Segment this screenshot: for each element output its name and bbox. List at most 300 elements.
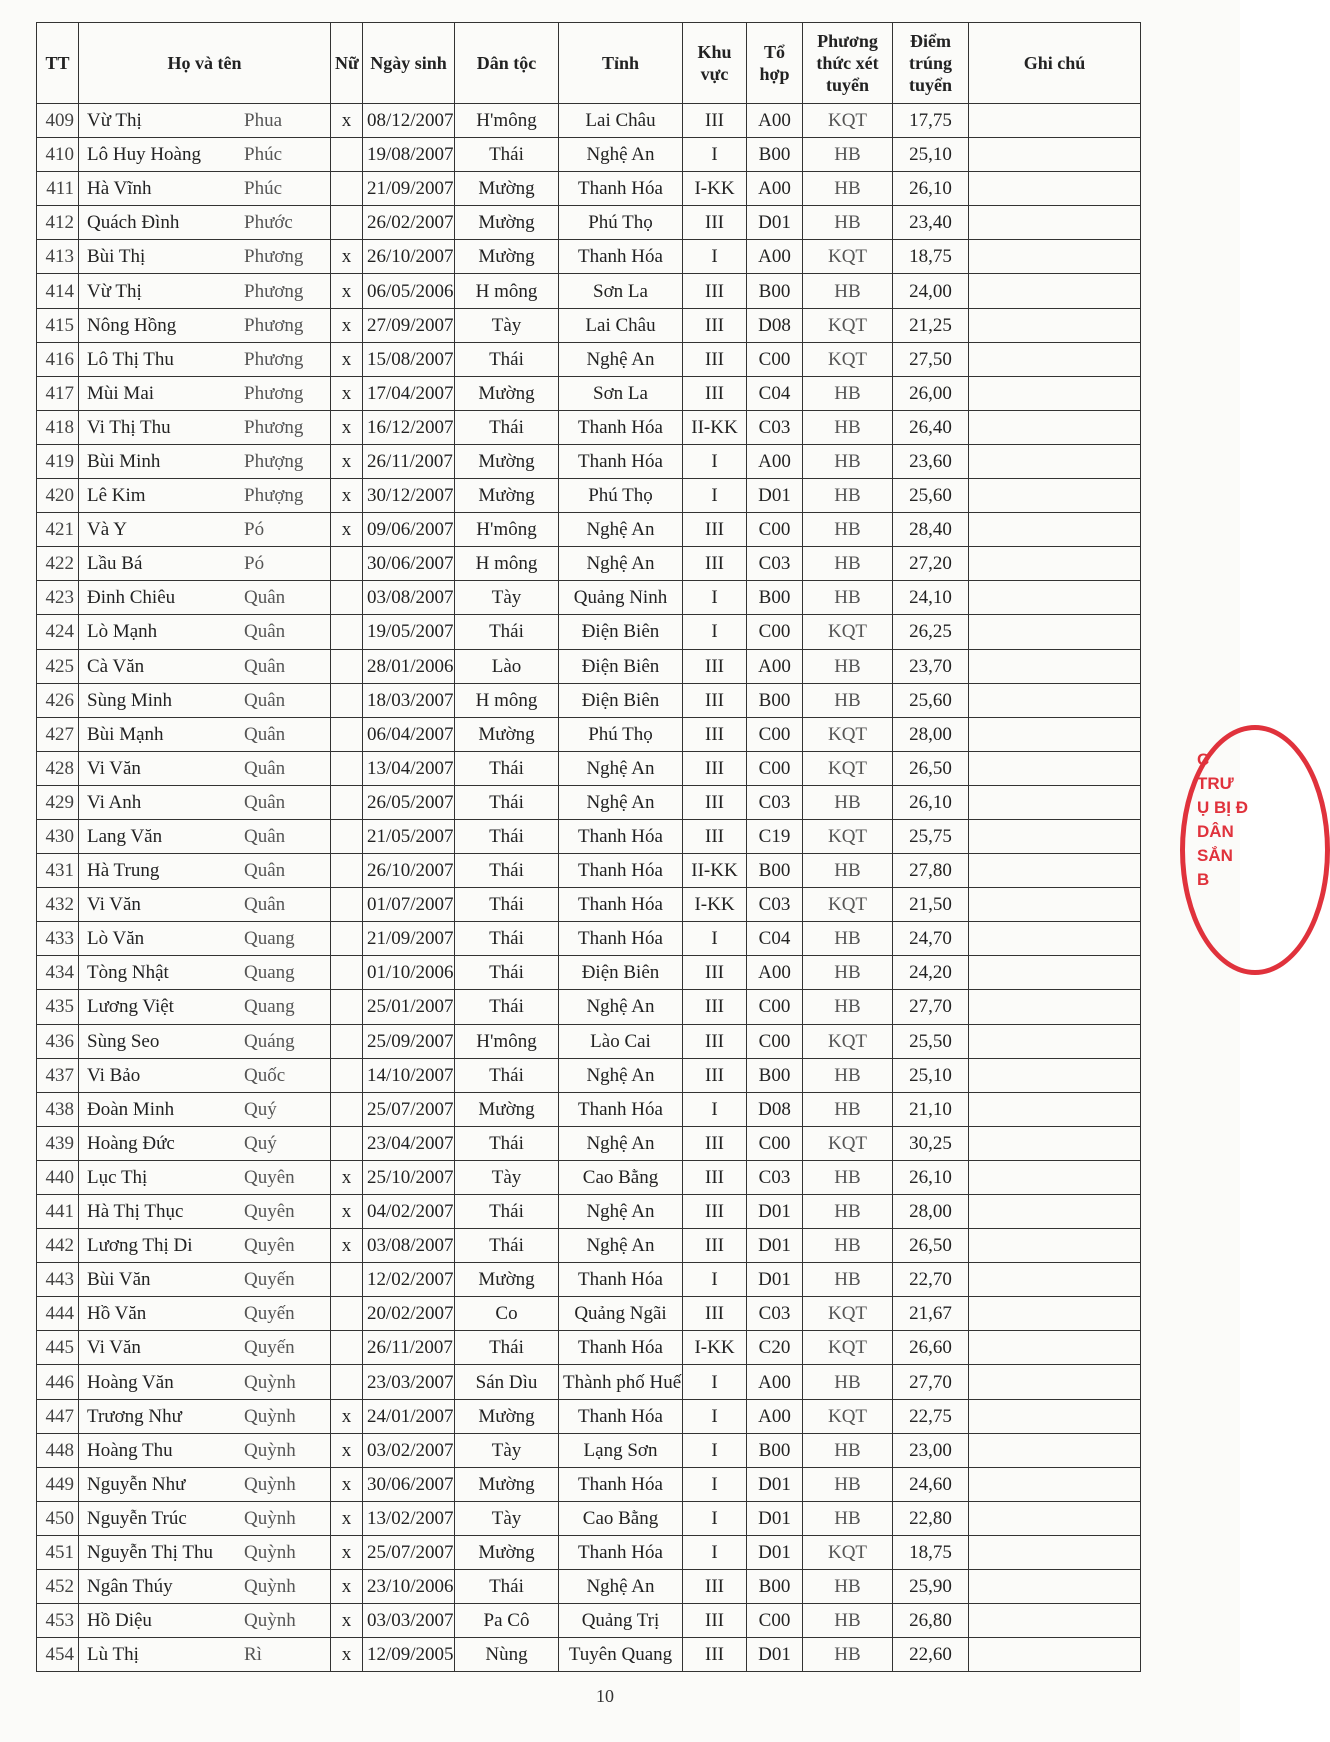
cell-first-name: Phương [244, 280, 304, 302]
cell-score: 26,10 [893, 1160, 969, 1194]
cell-last-name: Vi Văn [87, 1337, 141, 1359]
cell-note [969, 1331, 1141, 1365]
cell-tt: 441 [37, 1195, 79, 1229]
header-ethnicity: Dân tộc [455, 23, 559, 104]
cell-note [969, 1570, 1141, 1604]
table-row [37, 308, 1141, 342]
cell-name [79, 581, 331, 615]
cell-last-name: Lò Văn [87, 928, 145, 950]
cell-note [969, 308, 1141, 342]
cell-last-name: Vừ Thị [87, 110, 142, 132]
cell-tt: 420 [37, 479, 79, 513]
cell-first-name: Quân [244, 826, 286, 848]
cell-combo: A00 [747, 240, 803, 274]
cell-dob: 18/03/2007 [363, 683, 455, 717]
cell-method: HB [803, 922, 893, 956]
cell-combo: C00 [747, 751, 803, 785]
cell-combo: B00 [747, 138, 803, 172]
cell-first-name: Quân [244, 587, 286, 609]
cell-first-name: Pó [244, 553, 265, 575]
cell-province: Nghệ An [559, 1570, 683, 1604]
cell-tt: 438 [37, 1092, 79, 1126]
cell-tt: 431 [37, 854, 79, 888]
cell-tt: 447 [37, 1399, 79, 1433]
cell-province: Lạng Sơn [559, 1433, 683, 1467]
table-row [37, 922, 1141, 956]
cell-method: HB [803, 410, 893, 444]
cell-dob: 25/07/2007 [363, 1535, 455, 1569]
table-row [37, 854, 1141, 888]
table-row [37, 990, 1141, 1024]
cell-name [79, 615, 331, 649]
page-number: 10 [596, 1686, 614, 1706]
cell-last-name: Hồ Văn [87, 1303, 147, 1325]
cell-note [969, 854, 1141, 888]
cell-note [969, 1467, 1141, 1501]
cell-dob: 23/04/2007 [363, 1126, 455, 1160]
cell-score: 25,60 [893, 683, 969, 717]
cell-method: HB [803, 1604, 893, 1638]
cell-last-name: Nguyễn Thị Thu [87, 1541, 213, 1563]
cell-combo: B00 [747, 683, 803, 717]
cell-province: Thanh Hóa [559, 1263, 683, 1297]
cell-last-name: Vi Anh [87, 791, 142, 813]
cell-method: KQT [803, 717, 893, 751]
cell-female [331, 683, 363, 717]
cell-note [969, 1126, 1141, 1160]
cell-female: x [331, 1467, 363, 1501]
cell-province: Thanh Hóa [559, 1399, 683, 1433]
cell-ethnicity: Thái [455, 1058, 559, 1092]
cell-female: x [331, 1638, 363, 1672]
cell-name [79, 1501, 331, 1535]
cell-region: I [683, 922, 747, 956]
cell-method: HB [803, 1570, 893, 1604]
cell-combo: C04 [747, 922, 803, 956]
cell-combo: D01 [747, 1501, 803, 1535]
cell-female: x [331, 1570, 363, 1604]
cell-province: Nghệ An [559, 138, 683, 172]
cell-combo: D01 [747, 206, 803, 240]
cell-tt: 414 [37, 274, 79, 308]
cell-female [331, 888, 363, 922]
cell-region: I [683, 479, 747, 513]
table-header-row [37, 23, 1141, 104]
cell-tt: 443 [37, 1263, 79, 1297]
cell-last-name: Trương Như [87, 1405, 182, 1427]
table-row [37, 888, 1141, 922]
cell-province: Nghệ An [559, 990, 683, 1024]
cell-name [79, 1604, 331, 1638]
cell-ethnicity: Thái [455, 922, 559, 956]
cell-combo: B00 [747, 1570, 803, 1604]
cell-score: 26,50 [893, 751, 969, 785]
cell-note [969, 138, 1141, 172]
cell-province: Lai Châu [559, 104, 683, 138]
cell-first-name: Phương [244, 246, 304, 268]
cell-first-name: Quang [244, 996, 295, 1018]
cell-first-name: Phương [244, 348, 304, 370]
header-female: Nữ [331, 23, 363, 104]
cell-combo: B00 [747, 1058, 803, 1092]
cell-province: Nghệ An [559, 547, 683, 581]
cell-region: I [683, 1433, 747, 1467]
table-row [37, 1092, 1141, 1126]
cell-first-name: Quân [244, 894, 286, 916]
cell-score: 25,75 [893, 819, 969, 853]
cell-female: x [331, 1433, 363, 1467]
cell-region: III [683, 956, 747, 990]
header-name: Họ và tên [79, 23, 331, 104]
cell-name [79, 206, 331, 240]
table-row [37, 547, 1141, 581]
cell-note [969, 1501, 1141, 1535]
cell-score: 25,10 [893, 138, 969, 172]
cell-region: I-KK [683, 1331, 747, 1365]
cell-female: x [331, 308, 363, 342]
cell-dob: 06/04/2007 [363, 717, 455, 751]
cell-female [331, 172, 363, 206]
cell-note [969, 888, 1141, 922]
cell-combo: D01 [747, 1229, 803, 1263]
table-row [37, 683, 1141, 717]
cell-ethnicity: Mường [455, 172, 559, 206]
cell-score: 26,60 [893, 1331, 969, 1365]
cell-combo: C03 [747, 1160, 803, 1194]
cell-first-name: Quân [244, 621, 286, 643]
cell-name [79, 376, 331, 410]
cell-note [969, 172, 1141, 206]
cell-female: x [331, 1604, 363, 1638]
cell-last-name: Hồ Diệu [87, 1610, 152, 1632]
cell-note [969, 1092, 1141, 1126]
cell-method: HB [803, 1638, 893, 1672]
cell-tt: 409 [37, 104, 79, 138]
cell-region: III [683, 206, 747, 240]
table-row [37, 274, 1141, 308]
cell-tt: 428 [37, 751, 79, 785]
cell-last-name: Bùi Thị [87, 246, 146, 268]
cell-combo: C00 [747, 1126, 803, 1160]
cell-dob: 30/12/2007 [363, 479, 455, 513]
table-row [37, 1058, 1141, 1092]
cell-ethnicity: Mường [455, 1263, 559, 1297]
cell-female [331, 990, 363, 1024]
cell-ethnicity: Mường [455, 1092, 559, 1126]
cell-note [969, 1229, 1141, 1263]
table-row [37, 479, 1141, 513]
cell-combo: A00 [747, 1365, 803, 1399]
cell-name [79, 513, 331, 547]
cell-method: HB [803, 1195, 893, 1229]
cell-name [79, 683, 331, 717]
cell-tt: 419 [37, 444, 79, 478]
cell-province: Thanh Hóa [559, 888, 683, 922]
cell-dob: 06/05/2006 [363, 274, 455, 308]
cell-method: KQT [803, 819, 893, 853]
cell-tt: 439 [37, 1126, 79, 1160]
table-row [37, 1024, 1141, 1058]
cell-dob: 12/02/2007 [363, 1263, 455, 1297]
cell-first-name: Pó [244, 519, 265, 541]
cell-method: HB [803, 376, 893, 410]
cell-dob: 03/08/2007 [363, 1229, 455, 1263]
cell-score: 26,50 [893, 1229, 969, 1263]
cell-score: 26,25 [893, 615, 969, 649]
table-row [37, 1160, 1141, 1194]
cell-province: Điện Biên [559, 615, 683, 649]
cell-method: KQT [803, 240, 893, 274]
cell-dob: 26/10/2007 [363, 240, 455, 274]
cell-province: Nghệ An [559, 1058, 683, 1092]
cell-method: KQT [803, 751, 893, 785]
cell-female: x [331, 1160, 363, 1194]
cell-first-name: Quỳnh [244, 1439, 296, 1461]
cell-female: x [331, 1535, 363, 1569]
cell-name [79, 410, 331, 444]
cell-tt: 451 [37, 1535, 79, 1569]
cell-ethnicity: Thái [455, 1195, 559, 1229]
cell-name [79, 1467, 331, 1501]
cell-method: HB [803, 1229, 893, 1263]
cell-region: III [683, 990, 747, 1024]
cell-first-name: Quang [244, 928, 295, 950]
cell-name [79, 1126, 331, 1160]
cell-ethnicity: Thái [455, 956, 559, 990]
table-row [37, 1229, 1141, 1263]
cell-combo: C00 [747, 615, 803, 649]
cell-region: III [683, 513, 747, 547]
cell-name [79, 990, 331, 1024]
cell-ethnicity: Tày [455, 581, 559, 615]
cell-province: Thành phố Huế [559, 1365, 683, 1399]
cell-method: HB [803, 172, 893, 206]
cell-method: HB [803, 785, 893, 819]
cell-ethnicity: Nùng [455, 1638, 559, 1672]
cell-province: Phú Thọ [559, 206, 683, 240]
cell-ethnicity: Lào [455, 649, 559, 683]
table-row [37, 376, 1141, 410]
table-row [37, 751, 1141, 785]
cell-female [331, 785, 363, 819]
cell-first-name: Quốc [244, 1064, 286, 1086]
cell-score: 24,00 [893, 274, 969, 308]
cell-method: HB [803, 206, 893, 240]
cell-score: 21,10 [893, 1092, 969, 1126]
cell-ethnicity: Mường [455, 206, 559, 240]
cell-ethnicity: Thái [455, 342, 559, 376]
cell-region: III [683, 1570, 747, 1604]
table-row [37, 1604, 1141, 1638]
cell-name [79, 922, 331, 956]
cell-first-name: Quân [244, 655, 286, 677]
cell-method: HB [803, 547, 893, 581]
table-row [37, 581, 1141, 615]
cell-combo: C04 [747, 376, 803, 410]
cell-method: HB [803, 1365, 893, 1399]
cell-combo: C00 [747, 513, 803, 547]
cell-last-name: Hoàng Văn [87, 1371, 174, 1393]
cell-method: KQT [803, 104, 893, 138]
cell-score: 23,70 [893, 649, 969, 683]
cell-tt: 427 [37, 717, 79, 751]
cell-last-name: Vi Văn [87, 757, 141, 779]
cell-province: Tuyên Quang [559, 1638, 683, 1672]
cell-first-name: Phúc [244, 144, 282, 166]
cell-tt: 436 [37, 1024, 79, 1058]
cell-female [331, 819, 363, 853]
cell-note [969, 240, 1141, 274]
cell-tt: 426 [37, 683, 79, 717]
table-row [37, 615, 1141, 649]
cell-name [79, 1229, 331, 1263]
cell-score: 21,25 [893, 308, 969, 342]
cell-method: HB [803, 1160, 893, 1194]
cell-name [79, 342, 331, 376]
cell-tt: 442 [37, 1229, 79, 1263]
cell-method: KQT [803, 888, 893, 922]
cell-tt: 450 [37, 1501, 79, 1535]
cell-region: III [683, 547, 747, 581]
cell-region: III [683, 785, 747, 819]
cell-female: x [331, 342, 363, 376]
cell-name [79, 956, 331, 990]
table-row [37, 138, 1141, 172]
cell-note [969, 1433, 1141, 1467]
cell-region: III [683, 1229, 747, 1263]
cell-combo: C03 [747, 547, 803, 581]
cell-female: x [331, 274, 363, 308]
cell-first-name: Phương [244, 416, 304, 438]
cell-method: HB [803, 1433, 893, 1467]
admission-table [36, 22, 1141, 1672]
cell-tt: 437 [37, 1058, 79, 1092]
cell-province: Thanh Hóa [559, 1092, 683, 1126]
cell-tt: 421 [37, 513, 79, 547]
cell-last-name: Đinh Chiêu [87, 587, 176, 609]
cell-method: KQT [803, 1535, 893, 1569]
cell-score: 28,00 [893, 1195, 969, 1229]
cell-female [331, 1263, 363, 1297]
cell-name [79, 751, 331, 785]
cell-ethnicity: Sán Dìu [455, 1365, 559, 1399]
cell-first-name: Quyên [244, 1235, 295, 1257]
cell-combo: B00 [747, 581, 803, 615]
cell-first-name: Quyên [244, 1201, 295, 1223]
cell-combo: C00 [747, 990, 803, 1024]
cell-region: I [683, 1399, 747, 1433]
cell-note [969, 206, 1141, 240]
cell-note [969, 1638, 1141, 1672]
cell-dob: 04/02/2007 [363, 1195, 455, 1229]
cell-region: I [683, 444, 747, 478]
cell-region: I [683, 615, 747, 649]
cell-first-name: Rì [244, 1644, 262, 1666]
cell-score: 22,60 [893, 1638, 969, 1672]
cell-first-name: Quang [244, 962, 295, 984]
header-dob: Ngày sinh [363, 23, 455, 104]
cell-note [969, 1535, 1141, 1569]
cell-region: III [683, 274, 747, 308]
cell-note [969, 1297, 1141, 1331]
table-row [37, 1570, 1141, 1604]
cell-first-name: Quỳnh [244, 1576, 296, 1598]
cell-note [969, 1024, 1141, 1058]
cell-tt: 424 [37, 615, 79, 649]
cell-combo: D08 [747, 1092, 803, 1126]
cell-combo: C00 [747, 342, 803, 376]
cell-province: Nghệ An [559, 1195, 683, 1229]
cell-region: III [683, 1160, 747, 1194]
cell-last-name: Bùi Minh [87, 450, 161, 472]
cell-last-name: Vi Bảo [87, 1064, 141, 1086]
cell-first-name: Quáng [244, 1030, 295, 1052]
cell-name [79, 1058, 331, 1092]
cell-female [331, 1365, 363, 1399]
cell-last-name: Nguyễn Như [87, 1473, 186, 1495]
cell-female [331, 922, 363, 956]
cell-method: KQT [803, 1297, 893, 1331]
cell-score: 26,10 [893, 785, 969, 819]
table-row [37, 1433, 1141, 1467]
cell-name [79, 1433, 331, 1467]
cell-ethnicity: H'mông [455, 513, 559, 547]
table-row [37, 1195, 1141, 1229]
cell-dob: 26/11/2007 [363, 1331, 455, 1365]
table-row [37, 717, 1141, 751]
table-row [37, 1467, 1141, 1501]
table-row [37, 785, 1141, 819]
cell-region: III [683, 751, 747, 785]
cell-ethnicity: H'mông [455, 104, 559, 138]
table-row [37, 342, 1141, 376]
cell-score: 27,70 [893, 990, 969, 1024]
cell-province: Thanh Hóa [559, 240, 683, 274]
cell-combo: B00 [747, 854, 803, 888]
cell-tt: 446 [37, 1365, 79, 1399]
cell-name [79, 717, 331, 751]
cell-female: x [331, 1501, 363, 1535]
table-row [37, 444, 1141, 478]
cell-last-name: Bùi Văn [87, 1269, 151, 1291]
cell-first-name: Quân [244, 723, 286, 745]
cell-score: 27,20 [893, 547, 969, 581]
cell-dob: 21/05/2007 [363, 819, 455, 853]
cell-combo: D01 [747, 1535, 803, 1569]
cell-region: III [683, 1058, 747, 1092]
cell-last-name: Vi Thị Thu [87, 416, 171, 438]
cell-ethnicity: Mường [455, 444, 559, 478]
cell-female: x [331, 1399, 363, 1433]
cell-female: x [331, 104, 363, 138]
cell-province: Thanh Hóa [559, 1331, 683, 1365]
cell-ethnicity: Thái [455, 888, 559, 922]
cell-female: x [331, 410, 363, 444]
cell-score: 26,80 [893, 1604, 969, 1638]
cell-last-name: Hà Thị Thục [87, 1201, 184, 1223]
cell-dob: 28/01/2006 [363, 649, 455, 683]
cell-dob: 12/09/2005 [363, 1638, 455, 1672]
cell-female [331, 751, 363, 785]
cell-note [969, 717, 1141, 751]
cell-region: I [683, 1467, 747, 1501]
cell-method: HB [803, 1467, 893, 1501]
cell-province: Sơn La [559, 376, 683, 410]
cell-name [79, 172, 331, 206]
cell-province: Quảng Ninh [559, 581, 683, 615]
cell-tt: 422 [37, 547, 79, 581]
cell-name [79, 1399, 331, 1433]
